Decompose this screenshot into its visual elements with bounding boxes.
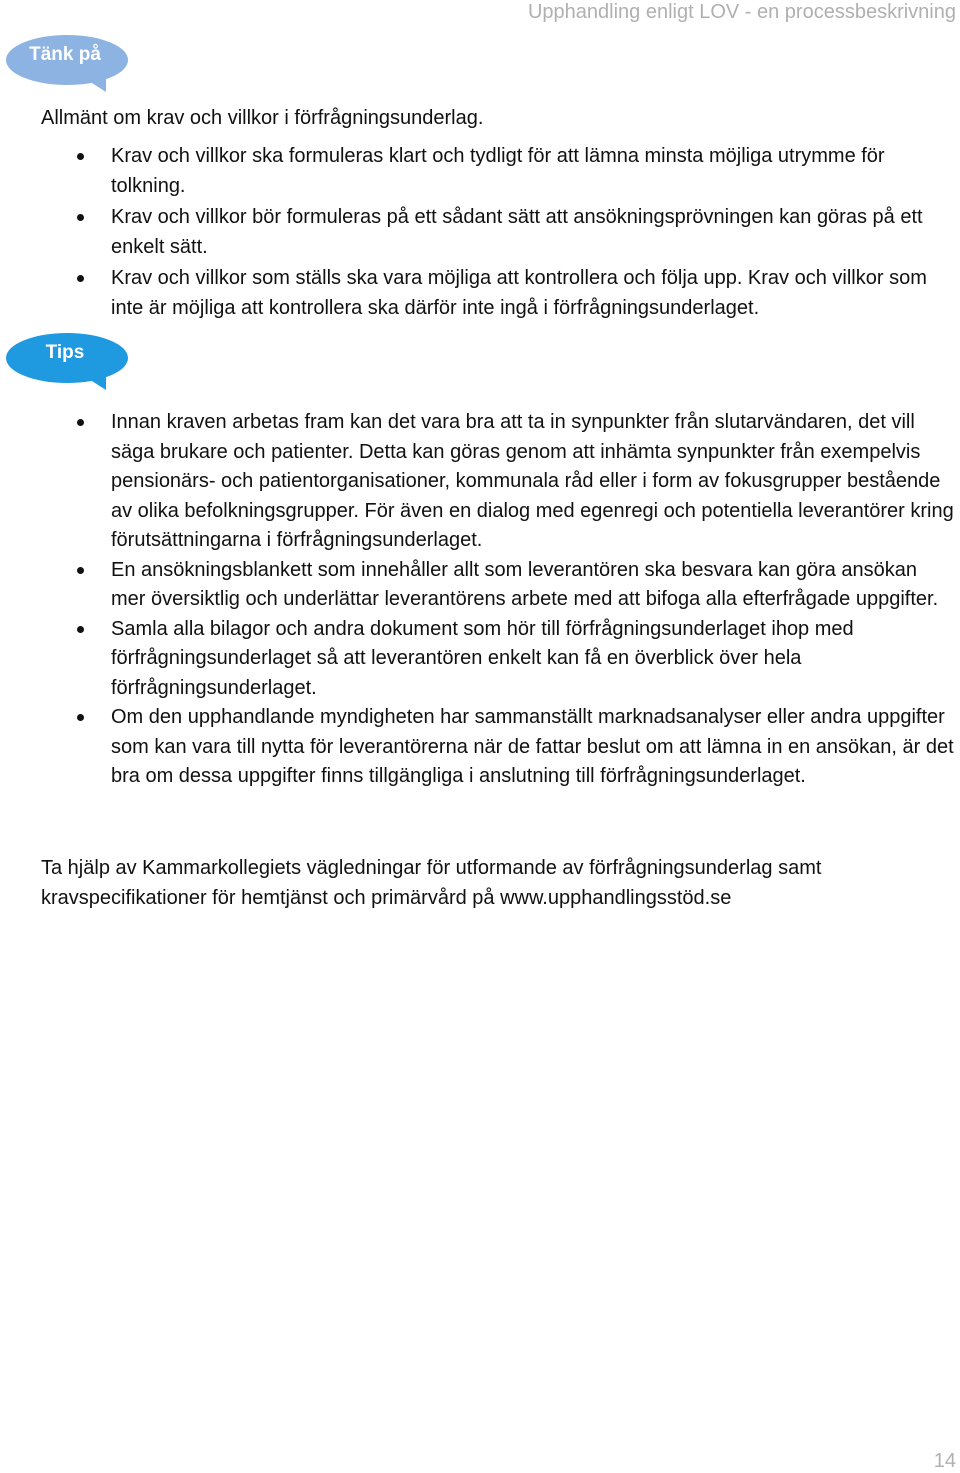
bullet-icon — [77, 714, 84, 721]
bullet-icon — [77, 567, 84, 574]
list-item: Krav och villkor som ställs ska vara möjliga att kontrollera och följa upp. Krav och villkor som inte är möjliga att kontrollera ska därför inte ingå i förfrågningsunderlaget. — [0, 264, 960, 323]
bullet-icon — [77, 214, 84, 221]
bullet-icon — [77, 275, 84, 282]
tips-callout-badge — [6, 332, 132, 392]
page-number: 14 — [933, 1450, 956, 1472]
list-item: Samla alla bilagor och andra dokument som hör till förfrågningsunderlaget ihop med förfrågningsunderlaget så att leverantören enkelt kan få en överblick över hela förfrågningsunderlaget. — [0, 615, 960, 704]
think-list — [0, 142, 960, 325]
bullet-icon — [77, 419, 84, 426]
bullet-icon — [77, 626, 84, 633]
bullet-icon — [77, 153, 84, 160]
think-intro: Allmänt om krav och villkor i förfrågningsunderlag. — [41, 107, 484, 129]
tips-list — [0, 408, 960, 792]
list-item: Krav och villkor ska formuleras klart och tydligt för att lämna minsta möjliga utrymme för tolkning. — [0, 142, 960, 201]
running-header: Upphandling enligt LOV - en processbeskrivning — [527, 1, 956, 23]
list-item: Krav och villkor bör formuleras på ett sådant sätt att ansökningsprövningen kan göras på ett enkelt sätt. — [0, 203, 960, 262]
closing-paragraph: Ta hjälp av Kammarkollegiets vägledningar för utformande av förfrågningsunderlag samt kravspecifikationer för hemtjänst och primärvård på www.upphandlingsstöd.se — [41, 857, 822, 909]
list-item: En ansökningsblankett som innehåller allt som leverantören ska besvara kan göra ansökan mer översiktlig och underlättar leverantörens arbete med att bifoga alla efterfrågade uppgifter. — [0, 556, 960, 615]
list-item: Innan kraven arbetas fram kan det vara bra att ta in synpunkter från slutarvändaren, det vill säga brukare och patienter. Detta kan göras genom att inhämta synpunkter från exempelvis pensionärs- och patientorganisationer, kommunala råd eller i form av fokusgrupper bestående av olika befolkningsgrupper. För även en dialog med egenregi och potentiella leverantörer kring förutsättningarna i förfrågningsunderlaget. — [0, 408, 960, 556]
list-item: Om den upphandlande myndigheten har sammanställt marknadsanalyser eller andra uppgifter som kan vara till nytta för leverantörerna när de fattar beslut om att lämna in en ansökan, är det bra om dessa uppgifter finns tillgängliga i anslutning till förfrågningsunderlaget. — [0, 703, 960, 792]
tips-callout-label: Tips — [45, 342, 85, 363]
think-callout-label: Tänk på — [29, 44, 101, 65]
think-callout-badge — [6, 34, 132, 94]
